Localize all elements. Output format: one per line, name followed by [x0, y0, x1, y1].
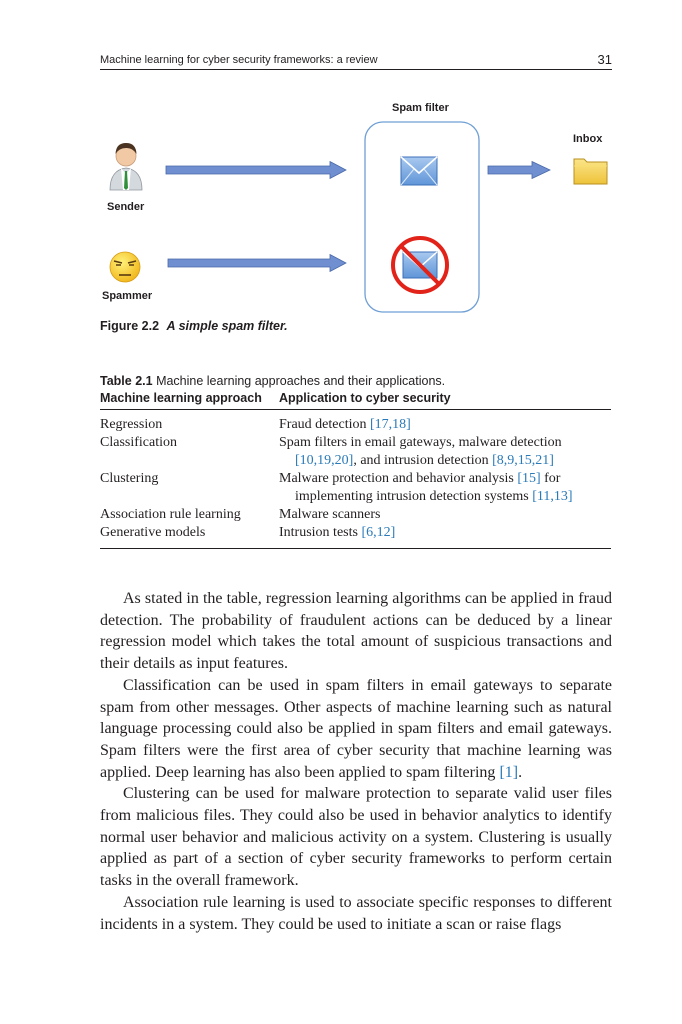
- table-cell-approach: Regression: [100, 417, 163, 432]
- table-cell-approach: Association rule learning: [100, 507, 241, 522]
- citation-link[interactable]: [6,12]: [361, 525, 396, 540]
- citation-link[interactable]: [17,18]: [369, 417, 411, 432]
- table-row: [100, 416, 611, 434]
- page-number: 31: [597, 52, 612, 67]
- table-title-text: Machine learning approaches and their applications.: [156, 374, 446, 388]
- spammer-face-icon: [110, 252, 140, 282]
- spam-filter-label: Spam filter: [392, 102, 449, 114]
- table-cell-approach: Classification: [100, 435, 177, 450]
- application-text: Malware scanners: [279, 507, 381, 522]
- citation-link[interactable]: [1]: [499, 763, 519, 781]
- spammer-label: Spammer: [102, 290, 153, 302]
- arrow-sender-to-filter: [166, 162, 346, 179]
- table-cell-application: [279, 524, 611, 542]
- table-header-row: [100, 391, 611, 410]
- table-cell-application: [279, 506, 611, 524]
- spam-filter-figure: [0, 0, 682, 320]
- table-row: [100, 506, 611, 524]
- table-body: [100, 416, 611, 549]
- paragraph: [100, 675, 612, 784]
- table-cell-application: [279, 470, 611, 506]
- arrow-spammer-to-filter: [168, 255, 346, 272]
- folder-icon: [574, 159, 607, 184]
- table-cell-application: [279, 434, 611, 470]
- table-number: Table 2.1: [100, 374, 153, 388]
- paragraph: Association rule learning is used to associate specific responses to different incidents in a system. They could be used to initiate a scan or raise flags: [100, 893, 612, 933]
- sender-person-icon: [110, 143, 142, 190]
- citation-link[interactable]: [11,13]: [532, 489, 573, 504]
- paragraph: As stated in the table, regression learning algorithms can be applied in fraud detection. The probability of fraudulent actions can be deduced by a linear regression model which takes the total amount of suspicious transactions and their details as input features.: [100, 590, 612, 673]
- application-text: Fraud detection: [279, 417, 370, 432]
- figure-caption-text: A simple spam filter.: [166, 319, 288, 333]
- paragraph-text: .: [518, 763, 523, 781]
- application-text: Spam filters in email gateways, malware detection: [279, 435, 562, 450]
- figure-drawing: [0, 0, 682, 320]
- inbox-label: Inbox: [573, 133, 603, 145]
- paragraph-text: Classification can be used in spam filters in email gateways to separate spam from other messages. Other aspects of machine learning such as natural language processing could also be applied in spam filters and email gateways. Spam filters were the first area of cyber security that machine learning was applied. Deep learning has also been applied to spam filtering: [100, 676, 612, 781]
- citation-link[interactable]: [8,9,15,21]: [492, 453, 554, 468]
- envelope-icon: [401, 157, 437, 185]
- running-title: Machine learning for cyber security frameworks: a review: [100, 54, 378, 66]
- sender-label: Sender: [107, 201, 145, 213]
- table-cell-approach: Generative models: [100, 525, 206, 540]
- figure-caption: [100, 319, 288, 333]
- citation-link[interactable]: [10,19,20]: [295, 453, 354, 468]
- blocked-envelope-icon: [393, 238, 447, 292]
- application-text: , and intrusion detection: [353, 453, 493, 468]
- figure-caption-number: Figure 2.2: [100, 319, 160, 333]
- table-header-application: Application to cyber security: [279, 391, 451, 405]
- application-text: Malware protection and behavior analysis: [279, 471, 518, 486]
- body-text: [100, 588, 612, 935]
- application-text: for: [540, 471, 561, 486]
- arrow-filter-to-inbox: [488, 162, 550, 179]
- table-title: [100, 374, 445, 388]
- table-cell-approach: Clustering: [100, 471, 159, 486]
- table-row: [100, 434, 611, 470]
- table-row: [100, 470, 611, 506]
- application-text: Intrusion tests: [279, 525, 362, 540]
- paragraph: Clustering can be used for malware protection to separate valid user files from malicious files. They could also be used in behavior analytics to identify normal user behavior and malicious activity on a system. Clustering is usually applied as part of a section of cyber security frameworks to perform certain tasks in the overall framework.: [100, 785, 612, 890]
- table-cell-application: [279, 416, 611, 434]
- application-text: implementing intrusion detection systems: [295, 489, 533, 504]
- citation-link[interactable]: [15]: [517, 471, 541, 486]
- table-row: [100, 524, 611, 542]
- table-header-approach: Machine learning approach: [100, 391, 262, 405]
